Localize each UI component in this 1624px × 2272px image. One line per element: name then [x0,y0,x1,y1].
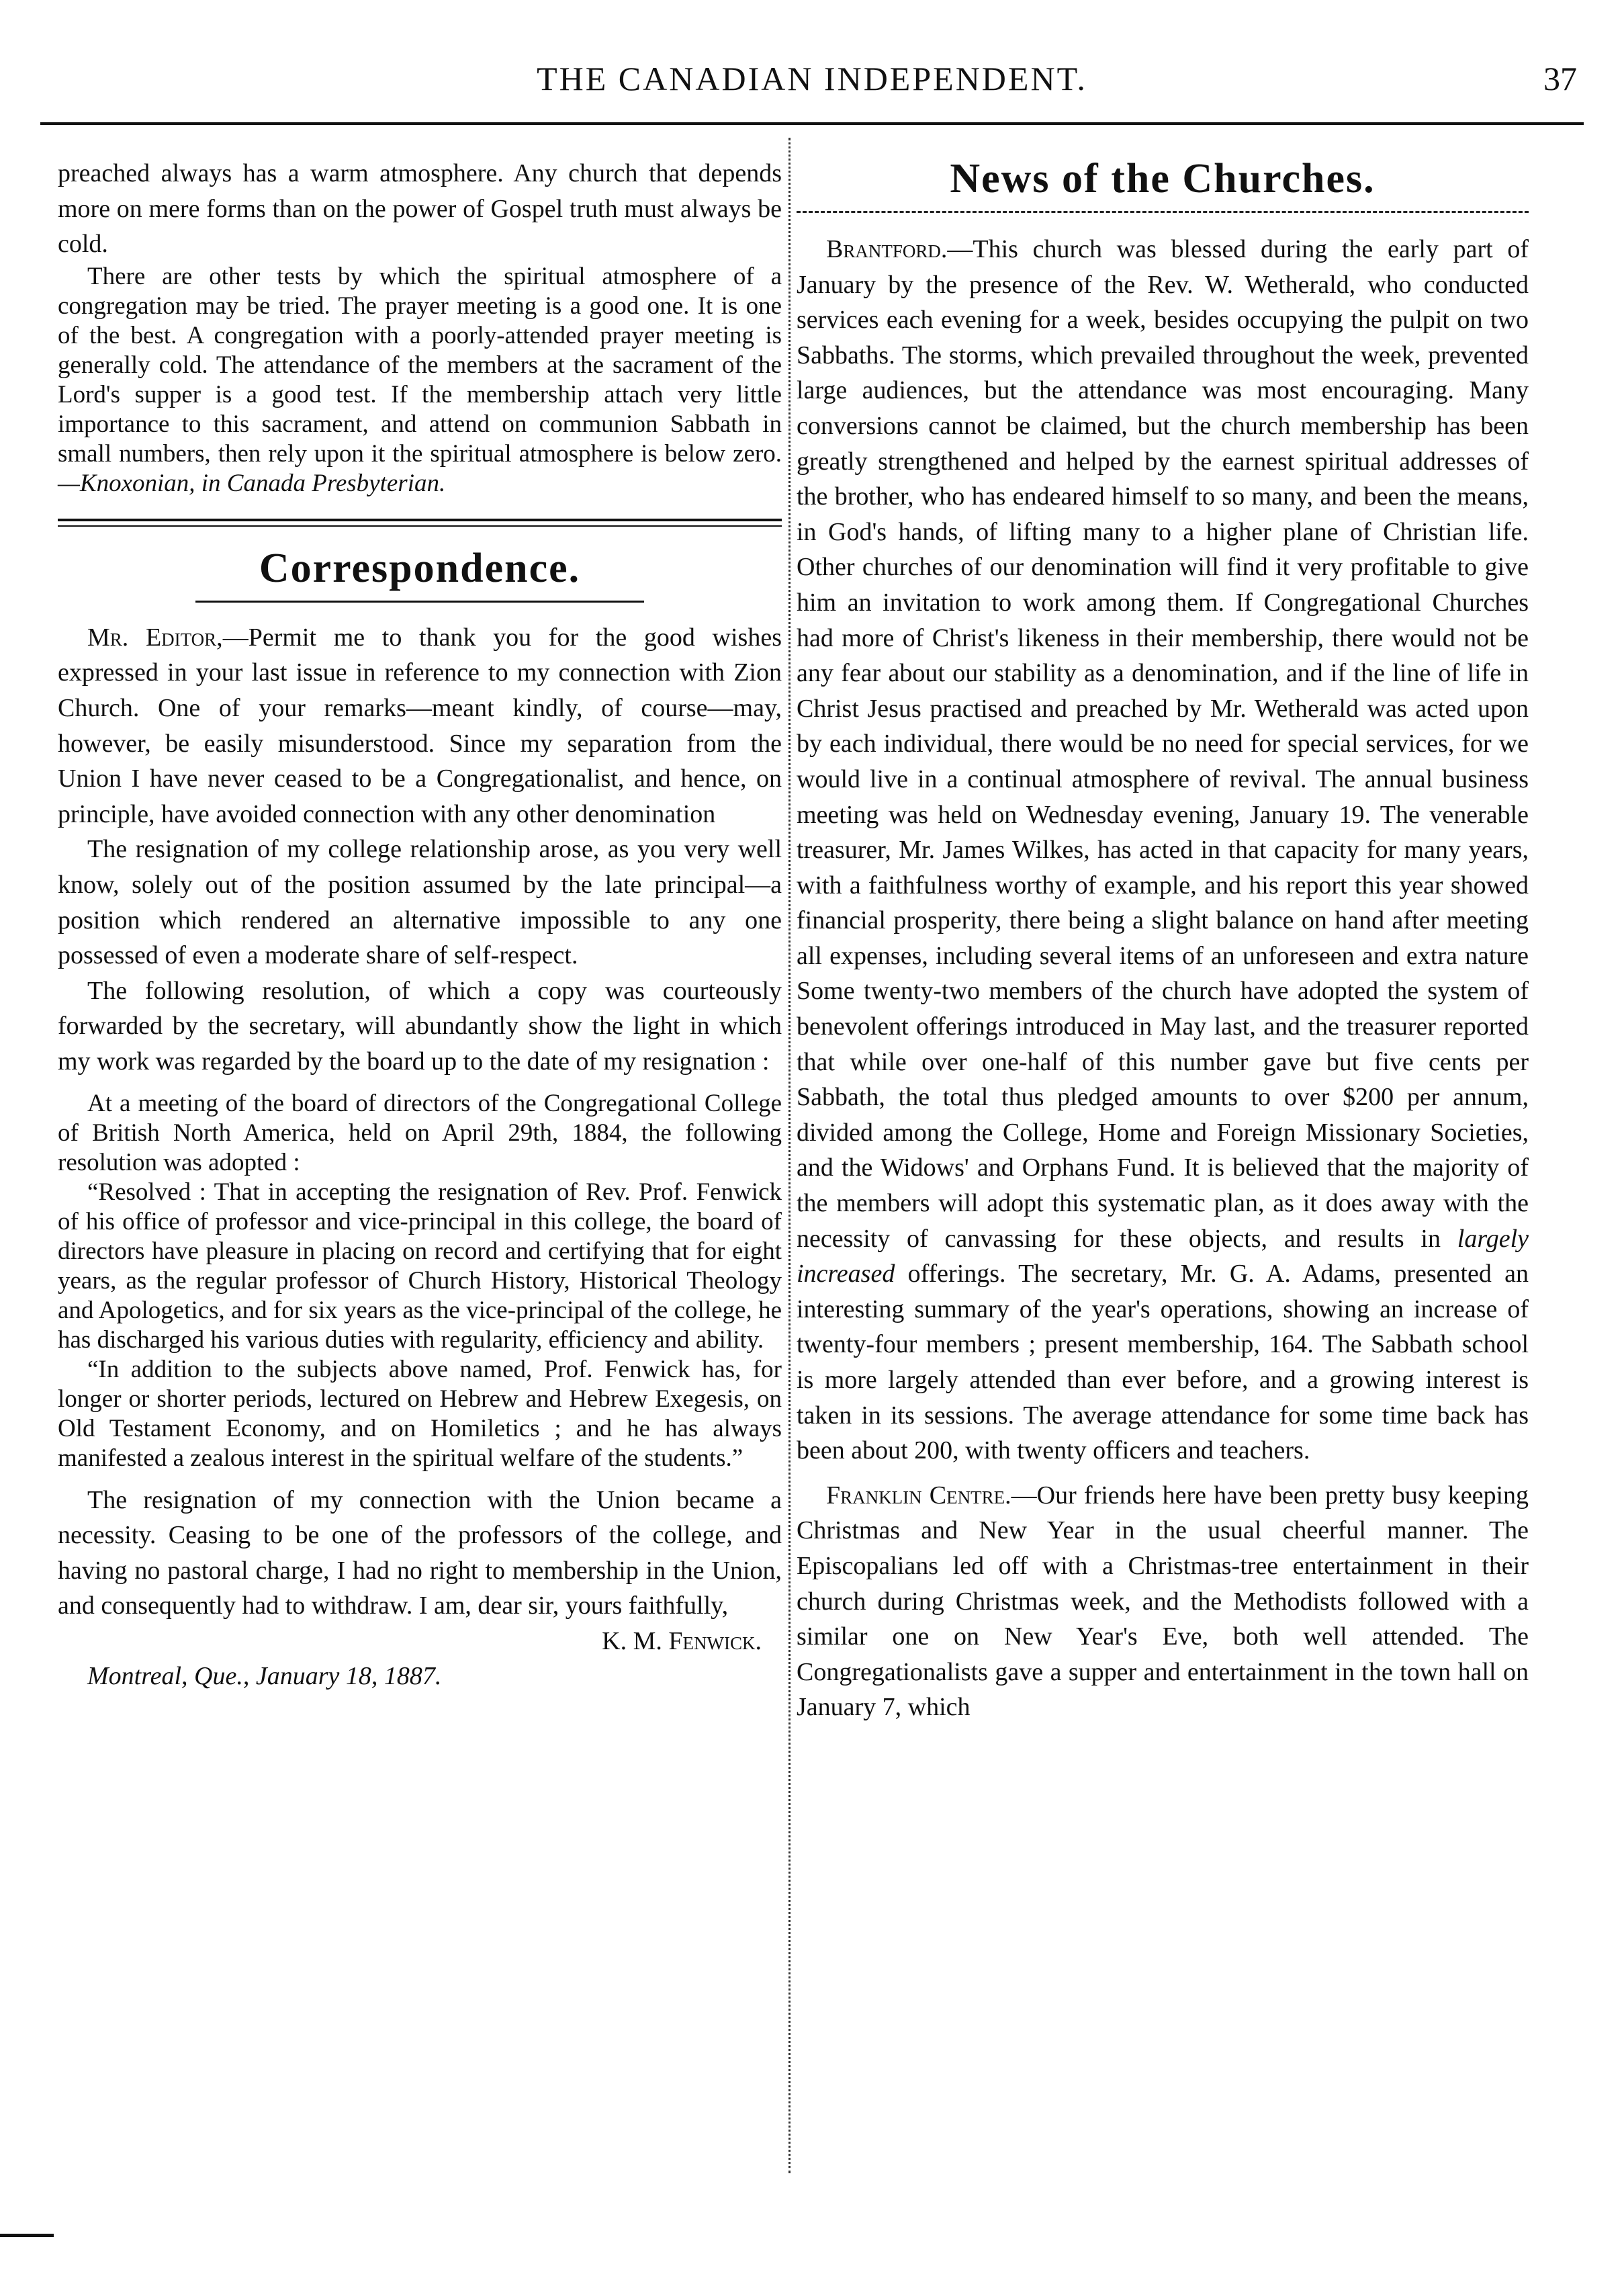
paragraph-text: offerings. The secretary, Mr. G. A. Adams, presented an interesting summary of the year's operations, showing an increase of twenty-four members ; present membership, 164. The Sabbath school is more largely attended than ever before, and a growing interest is taken in its sessions. The average attendance for some time back has been about 200, with twenty officers and teachers. [797,1260,1529,1465]
right-column [797,156,1529,1725]
dateline: Montreal, Que., January 18, 1887. [87,1662,442,1691]
place-name: Brantford. [826,235,948,263]
section-title-news: News of the Churches. [950,156,1375,202]
paragraph-text: —Permit me to thank you for the good wishes expressed in your last issue in reference to my connection with Zion Church. One of your remarks—meant kindly, of course—may, however, be easily misunderstood. Since my separation from the Union I have never ceased to be a Congregationalist, and hence, on principle, have avoided connection with any other denomination [58,623,782,828]
section-separator [58,519,782,527]
resolution-quote [58,1089,782,1473]
spiritual-atmosphere-block [58,262,782,498]
paragraph-continued: preached always has a warm atmosphere. Any church that depends more on mere forms than on the power of Gospel truth must always be cold. [58,159,782,259]
column-divider [788,138,791,2173]
paragraph-text: There are other tests by which the spiritual atmosphere of a congregation may be tried. The prayer meeting is a good one. It is one of the best. A congregation with a poorly-attended prayer meeting is generally cold. The attendance of the members at the sacrament of the Lord's supper is a good test. If the membership attach very little importance to this sacrament, and attend on communion Sabbath in small numbers, then rely upon it the spiritual atmosphere is below zero. [58,262,782,468]
brantford-report [797,232,1529,1469]
header-rule [40,122,1584,125]
paragraph: The following resolution, of which a copy was courteously forwarded by the secretary, will abundantly show the light in which my work was regarded by the board up to the date of my resignation : [58,976,782,1076]
paragraph: The resignation of my connection with the Union became a necessity. Ceasing to be one of the professors of the college, and having no pastoral charge, I had no right to membership in the Union, and consequently had to withdraw. I am, dear sir, yours faithfully, [58,1485,782,1620]
paragraph: At a meeting of the board of directors of the Congregational College of British North America, held on April 29th, 1884, the following resolution was adopted : [58,1089,782,1176]
signature-line [58,1624,782,1659]
section-title-correspondence: Correspondence. [259,545,581,591]
title-underline [195,601,644,603]
paragraph: “Resolved : That in accepting the resignation of Rev. Prof. Fenwick of his office of professor and vice-principal in this college, the board of directors have pleasure in placing on record and certifying that for eight years, as the regular professor of Church History, Historical Theology and Apologetics, and for six years as the vice-principal of the college, he has discharged his various duties with regularity, efficiency and ability. [58,1178,782,1354]
salutation: Mr. Editor, [87,623,223,652]
signature: K. M. Fenwick. [602,1626,762,1655]
paragraph: The resignation of my college relationship arose, as you very well know, solely out of the position assumed by the late principal—a position which rendered an alternative impossible to any one possessed of even a moderate share of self-respect. [58,835,782,970]
journal-title: THE CANADIAN INDEPENDENT. [537,60,1087,97]
paragraph-text: —Our friends here have been pretty busy keeping Christmas and New Year in the usual cheerful manner. The Episcopalians led off with a Christmas-tree entertainment in their church during Christmas week, and the Methodists followed with a similar one on New Year's Eve, both well attended. The Congregationalists gave a supper and entertainment in the town hall on January 7, which [797,1481,1529,1722]
franklin-centre-report [797,1478,1529,1725]
attribution: —Knoxonian, in Canada Presbyterian. [58,469,446,497]
paragraph-text: —This church was blessed during the early part of January by the presence of the Rev. W. Wetherald, who conducted services each evening for a week, besides occupying the pulpit on two Sabbaths. The storms, which prevailed throughout the week, prevented large audiences, but the attendance was most encouraging. Many conversions cannot be claimed, but the church membership has been greatly strengthened and helped by the earnest spiritual addresses of the brother, who has endeared himself to so many, and been the means, in God's hands, of lifting many to a higher plane of Christian life. Other churches of our denomination will find it very profitable to give him an invitation to work among them. If Congregational Churches had more of Christ's likeness in their membership, there would not be any fear about our stability as a denomination, and if the line of life in Christ Jesus practised and preached by Mr. Wetherald was acted upon by each individual, there would be no need for special services, for we would live in a continual atmosphere of revival. The annual business meeting was held on Wednesday evening, January 19. The venerable treasurer, Mr. James Wilkes, has acted in that capacity for many years, with a faithfulness worthy of example, and his report this year showed financial prosperity, there being a slight balance on hand after meeting all expenses, including several items of an unforeseen and extra nature Some twenty-two members of the church have adopted the system of benevolent offerings introduced in May last, and the treasurer reported that while over one-half of this number gave but five cents per Sabbath, the total thus pledged amounts to over $200 per annum, divided among the College, Home and Foreign Missionary Societies, and the Widows' and Orphans Fund. It is believed that the majority of the members will adopt this systematic plan, as it does away with the necessity of canvassing for these objects, and results in [797,235,1529,1253]
paragraph [58,262,782,498]
footer-mark [0,2234,54,2237]
paragraph: “In addition to the subjects above named, Prof. Fenwick has, for longer or shorter periods, lectured on Hebrew and Hebrew Exegesis, on Old Testament Economy, and on Homiletics ; and he has always manifested a zealous interest in the spiritual welfare of the students.” [58,1355,782,1472]
place-name: Franklin Centre. [826,1481,1011,1510]
emphasis: largely increased [797,1224,1529,1288]
letter-opening [58,620,782,832]
running-header [40,59,1584,113]
title-underline [797,211,1529,213]
left-column [58,156,782,1694]
page-number: 37 [1543,60,1577,97]
